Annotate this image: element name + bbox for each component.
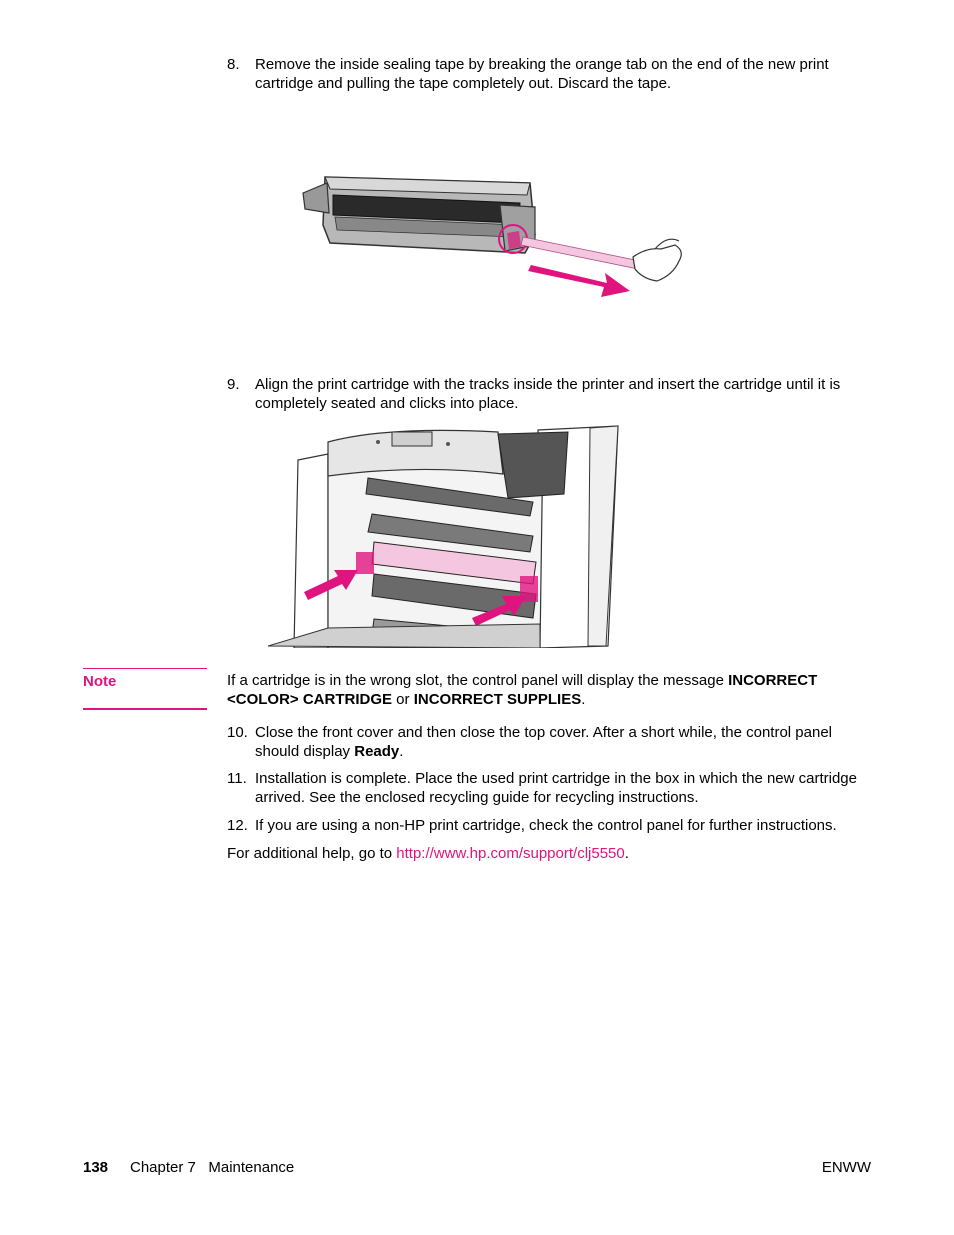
note-text-after: . [581,691,586,708]
help-text-after: . [624,845,629,862]
ready-bold: Ready [354,743,400,760]
cartridge-tape-illustration [295,165,690,305]
step-number: 12. [227,817,248,834]
note-label: Note [83,673,117,690]
step-text: Remove the inside sealing tape by breaking the orange tab on the end of the new print cartridge and pulling the tape completely out. Discard the tape. [255,56,829,92]
printer-insert-illustration [268,424,620,648]
help-line [227,844,872,863]
step-text: If you are using a non-HP print cartridge, check the control panel for further instructions. [255,817,837,834]
step-text [255,723,875,761]
step-number: 11. [227,770,247,787]
note-text [227,671,872,709]
step-number: 9. [227,376,240,393]
note-rule-top [83,668,207,669]
note-bold-incorrect-color: INCORRECT <COLOR> CARTRIDGE [227,672,818,708]
page-number: 138 [83,1159,109,1176]
note-text-mid: or [392,691,414,708]
note-rule-bottom [83,708,207,710]
note-bold-incorrect-supplies: INCORRECT SUPPLIES [413,691,582,708]
step-number: 8. [227,56,240,73]
step-text: Installation is complete. Place the used print cartridge in the box in which the new cartridge arrived. See the enclosed recycling guide for recycling instructions. [255,770,857,806]
footer-enww: ENWW [821,1159,871,1176]
support-link[interactable]: http://www.hp.com/support/clj5550 [396,845,625,862]
step-number: 10. [227,724,248,741]
step-text-before: Close the front cover and then close the top cover. After a short while, the control panel should display [255,724,833,760]
step-text-after: . [399,743,404,760]
note-text-before: If a cartridge is in the wrong slot, the control panel will display the message [227,672,729,689]
step-text: Align the print cartridge with the tracks inside the printer and insert the cartridge until it is completely seated and clicks into place. [255,376,841,412]
help-text: For additional help, go to [227,845,397,862]
footer-chapter: Chapter 7 Maintenance [130,1159,295,1176]
